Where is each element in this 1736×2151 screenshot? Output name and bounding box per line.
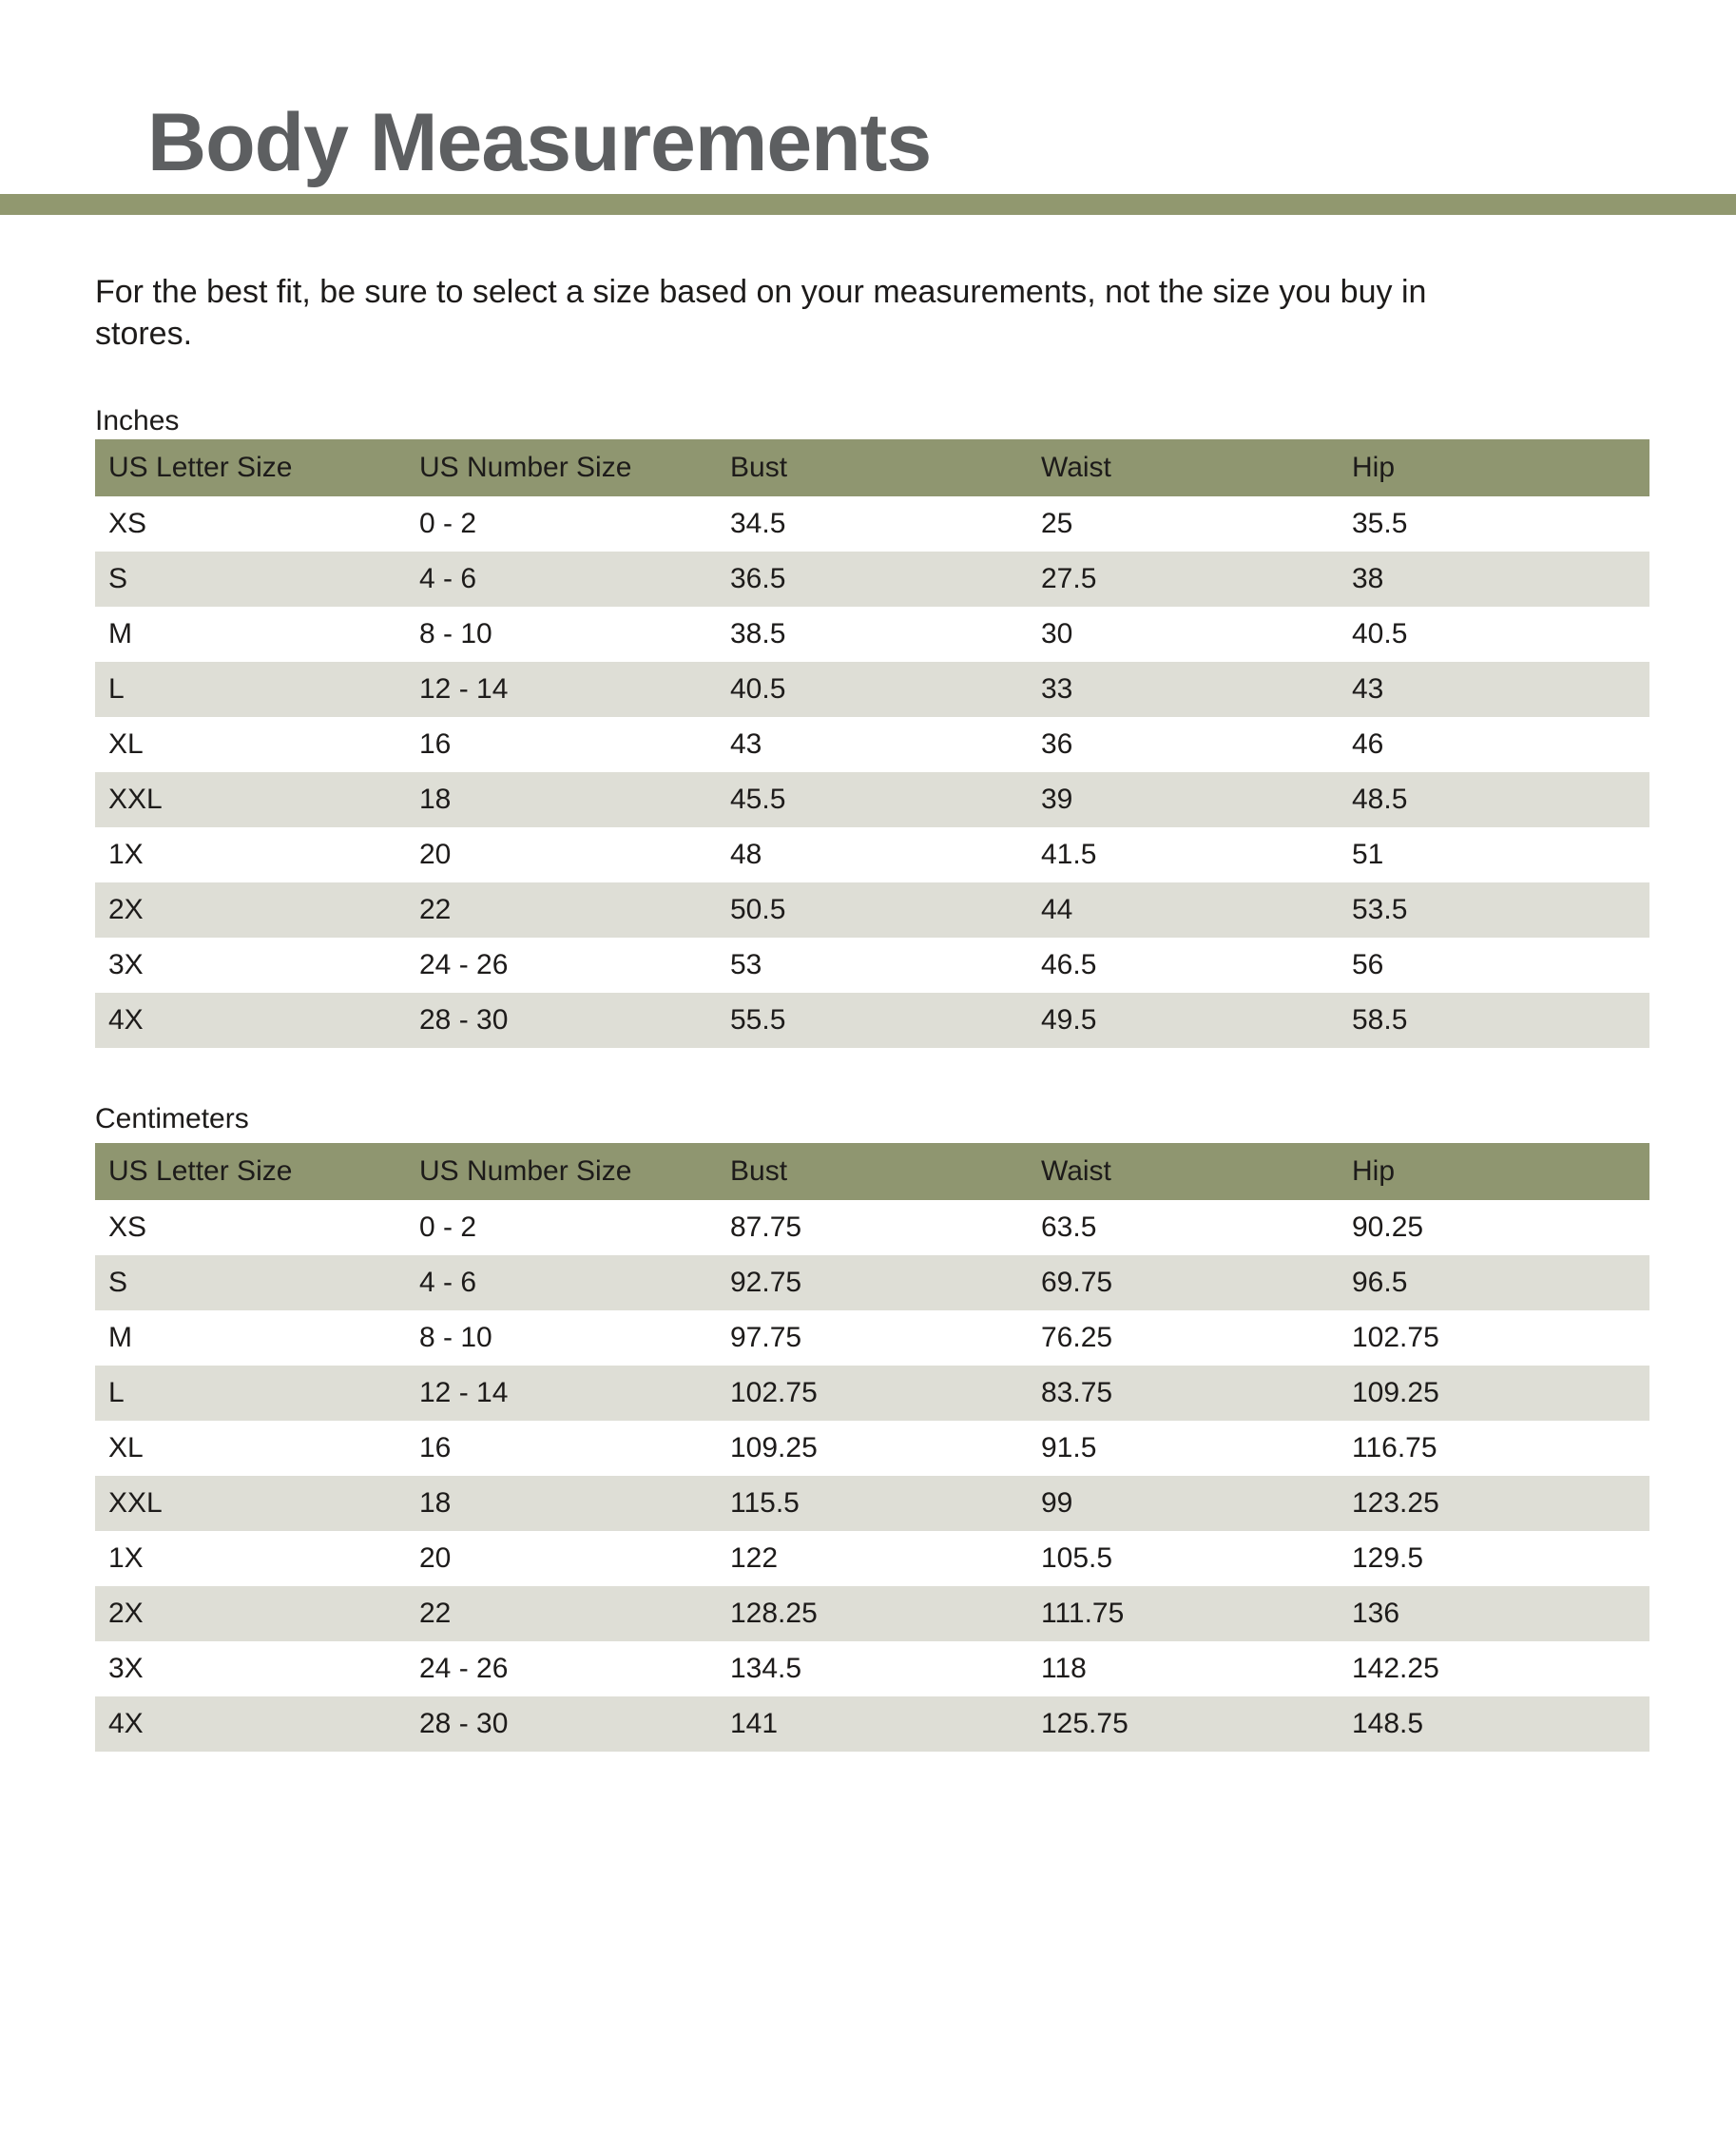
- table-row: [95, 717, 1649, 772]
- table-cell: S: [95, 552, 406, 607]
- table-cell: 105.5: [1041, 1542, 1113, 1574]
- header-row: [95, 439, 1649, 496]
- table-cell: 129.5: [1352, 1542, 1424, 1574]
- table-row: [95, 993, 1649, 1048]
- table-cell: 46.5: [1041, 949, 1097, 980]
- table-cell: 125.75: [1028, 1696, 1339, 1752]
- table-cell: XL: [108, 728, 144, 760]
- centimeters-table: [95, 1143, 1649, 1752]
- table-row: [95, 607, 1649, 662]
- table-row: [95, 1310, 1649, 1366]
- table-cell: 44: [1028, 882, 1339, 938]
- table-cell: 1X: [108, 1542, 144, 1574]
- table-cell: 24 - 26: [419, 1653, 509, 1684]
- column-header: US Number Size: [406, 1143, 717, 1200]
- table-cell: 142.25: [1352, 1653, 1439, 1684]
- centimeters-table-label: Centimeters: [95, 1103, 249, 1134]
- table-cell: 53: [730, 949, 762, 980]
- table-row: [95, 1586, 1649, 1641]
- table-cell: 38.5: [730, 618, 786, 649]
- table-cell: 48: [730, 839, 762, 870]
- table-cell: 20: [419, 839, 452, 870]
- table-cell: 141: [717, 1696, 1028, 1752]
- table-cell: 12 - 14: [406, 1366, 717, 1421]
- table-cell: 69.75: [1028, 1255, 1339, 1310]
- table-cell: 63.5: [1041, 1211, 1097, 1243]
- table-cell: 20: [419, 1542, 452, 1574]
- table-cell: 123.25: [1339, 1476, 1649, 1531]
- table-cell: 4 - 6: [406, 1255, 717, 1310]
- table-cell: 148.5: [1339, 1696, 1649, 1752]
- table-cell: 49.5: [1028, 993, 1339, 1048]
- table-cell: 35.5: [1352, 508, 1408, 539]
- table-row: [95, 772, 1649, 827]
- centimeters-table-head: [95, 1143, 1649, 1200]
- table-cell: XS: [108, 508, 147, 539]
- table-cell: L: [95, 1366, 406, 1421]
- table-cell: XXL: [95, 772, 406, 827]
- table-cell: XS: [108, 1211, 147, 1243]
- table-cell: 90.25: [1352, 1211, 1424, 1243]
- table-cell: 102.75: [717, 1366, 1028, 1421]
- table-cell: 41.5: [1041, 839, 1097, 870]
- table-row: [95, 1531, 1649, 1586]
- table-cell: 25: [1041, 508, 1073, 539]
- table-cell: 109.25: [1339, 1366, 1649, 1421]
- table-cell: M: [108, 618, 132, 649]
- centimeters-table-section: [0, 1102, 1736, 1752]
- table-cell: 111.75: [1028, 1586, 1339, 1641]
- table-cell: 34.5: [730, 508, 786, 539]
- column-header: Waist: [1028, 439, 1339, 496]
- table-cell: 99: [1028, 1476, 1339, 1531]
- table-row: [95, 1255, 1649, 1310]
- inches-table-section: [0, 404, 1736, 1048]
- table-row: [95, 1421, 1649, 1476]
- table-cell: 50.5: [717, 882, 1028, 938]
- table-cell: 16: [419, 728, 452, 760]
- table-row: [95, 496, 1649, 552]
- table-cell: 3X: [108, 949, 144, 980]
- table-cell: 28 - 30: [406, 1696, 717, 1752]
- table-cell: 43: [730, 728, 762, 760]
- table-cell: 76.25: [1041, 1322, 1113, 1353]
- table-cell: 91.5: [1041, 1432, 1097, 1463]
- table-cell: 118: [1041, 1653, 1087, 1684]
- header-row: [95, 1143, 1649, 1200]
- table-row: [95, 1641, 1649, 1696]
- table-cell: 1X: [108, 839, 144, 870]
- table-cell: 36: [1041, 728, 1073, 760]
- table-cell: 36.5: [717, 552, 1028, 607]
- intro-line: stores.: [95, 316, 193, 352]
- title-divider-bar: [0, 194, 1736, 215]
- table-cell: 28 - 30: [406, 993, 717, 1048]
- table-row: [95, 1696, 1649, 1752]
- table-row: [95, 1476, 1649, 1531]
- column-header: US Letter Size: [95, 1143, 406, 1200]
- table-cell: 24 - 26: [419, 949, 509, 980]
- table-cell: 27.5: [1028, 552, 1339, 607]
- table-row: [95, 938, 1649, 993]
- page-title: Body Measurements: [147, 97, 932, 188]
- table-cell: 18: [406, 772, 717, 827]
- table-row: [95, 827, 1649, 882]
- table-cell: 97.75: [730, 1322, 802, 1353]
- table-cell: 12 - 14: [406, 662, 717, 717]
- table-cell: L: [95, 662, 406, 717]
- table-cell: 102.75: [1352, 1322, 1439, 1353]
- inches-table-body: [95, 496, 1649, 1048]
- table-cell: 0 - 2: [419, 508, 477, 539]
- centimeters-table-body: [95, 1200, 1649, 1752]
- table-cell: 48.5: [1339, 772, 1649, 827]
- table-cell: 4X: [95, 993, 406, 1048]
- column-header: Bust: [717, 1143, 1028, 1200]
- table-cell: 58.5: [1339, 993, 1649, 1048]
- table-cell: 30: [1041, 618, 1073, 649]
- table-cell: 38: [1339, 552, 1649, 607]
- table-cell: XL: [108, 1432, 144, 1463]
- table-cell: 53.5: [1339, 882, 1649, 938]
- table-row: [95, 882, 1649, 938]
- column-header: US Letter Size: [95, 439, 406, 496]
- table-cell: 40.5: [1352, 618, 1408, 649]
- column-header: Waist: [1028, 1143, 1339, 1200]
- intro-paragraph: [95, 271, 1736, 355]
- table-cell: 22: [406, 1586, 717, 1641]
- column-header: Bust: [717, 439, 1028, 496]
- table-cell: 116.75: [1352, 1432, 1437, 1463]
- table-cell: 16: [419, 1432, 452, 1463]
- table-cell: 92.75: [717, 1255, 1028, 1310]
- table-cell: 43: [1339, 662, 1649, 717]
- table-cell: 56: [1352, 949, 1384, 980]
- table-cell: 83.75: [1028, 1366, 1339, 1421]
- column-header: US Number Size: [406, 439, 717, 496]
- table-cell: 96.5: [1339, 1255, 1649, 1310]
- table-cell: 3X: [108, 1653, 144, 1684]
- table-cell: 128.25: [717, 1586, 1028, 1641]
- table-cell: 8 - 10: [419, 1322, 492, 1353]
- table-cell: 55.5: [717, 993, 1028, 1048]
- table-cell: XXL: [95, 1476, 406, 1531]
- table-cell: 8 - 10: [419, 618, 492, 649]
- table-cell: 136: [1339, 1586, 1649, 1641]
- column-header: Hip: [1339, 1143, 1649, 1200]
- table-cell: 4X: [95, 1696, 406, 1752]
- measurement-sections: [0, 404, 1736, 1752]
- table-row: [95, 1200, 1649, 1255]
- table-cell: 134.5: [730, 1653, 802, 1684]
- table-row: [95, 662, 1649, 717]
- table-cell: 4 - 6: [406, 552, 717, 607]
- table-cell: 87.75: [730, 1211, 802, 1243]
- table-cell: M: [108, 1322, 132, 1353]
- inches-table-label: Inches: [95, 405, 180, 436]
- table-row: [95, 552, 1649, 607]
- table-row: [95, 1366, 1649, 1421]
- table-cell: 22: [406, 882, 717, 938]
- table-cell: 0 - 2: [419, 1211, 477, 1243]
- table-cell: 18: [406, 1476, 717, 1531]
- table-cell: 46: [1352, 728, 1384, 760]
- table-cell: 122: [730, 1542, 779, 1574]
- table-cell: 51: [1352, 839, 1384, 870]
- column-header: Hip: [1339, 439, 1649, 496]
- table-cell: 45.5: [717, 772, 1028, 827]
- table-cell: 39: [1028, 772, 1339, 827]
- table-cell: 109.25: [730, 1432, 818, 1463]
- table-cell: 2X: [95, 1586, 406, 1641]
- intro-line: For the best fit, be sure to select a size based on your measurements, not the size you buy in: [95, 274, 1427, 310]
- table-cell: 2X: [95, 882, 406, 938]
- table-cell: 33: [1028, 662, 1339, 717]
- inches-table-head: [95, 439, 1649, 496]
- inches-table: [95, 439, 1649, 1048]
- table-cell: 115.5: [717, 1476, 1028, 1531]
- table-cell: 40.5: [717, 662, 1028, 717]
- table-cell: S: [95, 1255, 406, 1310]
